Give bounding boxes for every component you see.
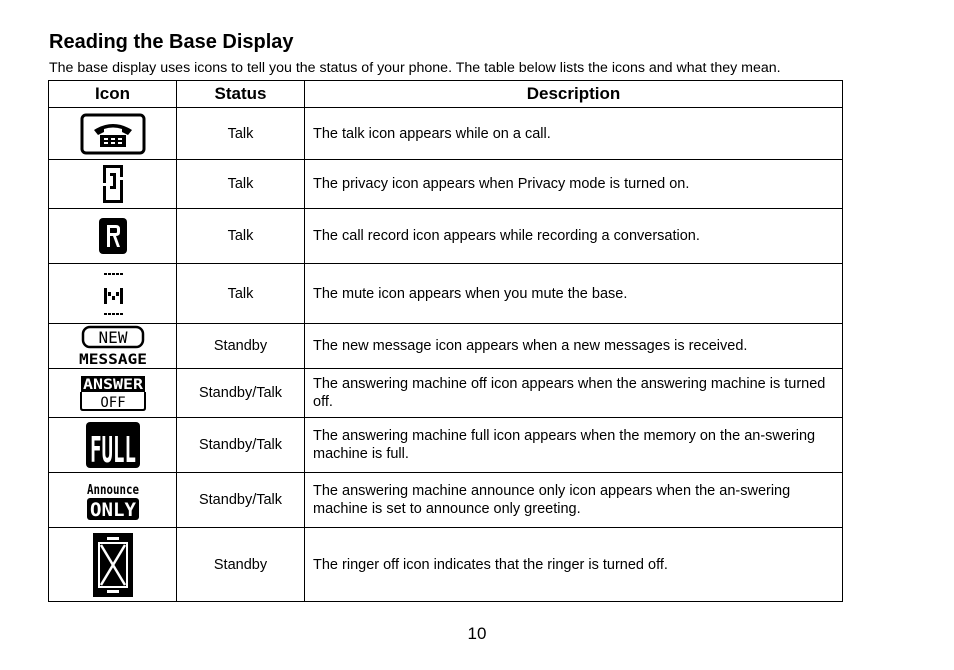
only-icon-label: ONLY: [89, 499, 137, 521]
off-icon-label: OFF: [99, 395, 126, 411]
table-row: [49, 160, 843, 209]
icon-cell: [49, 324, 177, 369]
status-cell: Standby/Talk: [177, 473, 305, 528]
icon-cell: [49, 209, 177, 264]
answer-icon-label: ANSWER: [82, 377, 144, 393]
new-message-icon: [77, 325, 149, 367]
new-message-icon-sublabel: MESSAGE: [78, 352, 147, 368]
status-cell: Standby: [177, 528, 305, 602]
status-cell: Talk: [177, 108, 305, 160]
icon-cell: [49, 264, 177, 324]
table-row: [49, 264, 843, 324]
table-row: [49, 108, 843, 160]
status-cell: Talk: [177, 264, 305, 324]
description-cell: The new message icon appears when a new messages is received.: [305, 324, 843, 369]
status-cell: Talk: [177, 160, 305, 209]
status-cell: Standby: [177, 324, 305, 369]
table-row: [49, 528, 843, 602]
call-record-icon: [99, 218, 127, 254]
description-cell: The privacy icon appears when Privacy mode is turned on.: [305, 160, 843, 209]
announce-icon-label: Announce: [86, 483, 139, 498]
answering-machine-full-icon: [86, 422, 140, 471]
status-cell: Standby/Talk: [177, 369, 305, 418]
column-header-description: Description: [305, 81, 843, 108]
description-cell: The talk icon appears while on a call.: [305, 108, 843, 160]
description-cell: The answering machine announce only icon appears when the an-swering machine is set to announce only greeting.: [305, 473, 843, 528]
table-header-row: [49, 81, 843, 108]
icon-cell: [49, 418, 177, 473]
icon-cell: [49, 528, 177, 602]
privacy-icon: [101, 163, 125, 205]
announce-only-icon: [85, 478, 141, 522]
mute-icon: [101, 271, 125, 317]
icon-cell: [49, 369, 177, 418]
answering-machine-off-icon: [79, 374, 147, 412]
table-row: [49, 418, 843, 473]
table-row: [49, 324, 843, 369]
description-cell: The call record icon appears while recording a conversation.: [305, 209, 843, 264]
icon-cell: [49, 160, 177, 209]
status-cell: Standby/Talk: [177, 418, 305, 473]
talk-icon: [80, 113, 146, 155]
column-header-status: Status: [177, 81, 305, 108]
description-cell: The answering machine full icon appears when the memory on the an-swering machine is full.: [305, 418, 843, 473]
page-number: 10: [467, 624, 487, 643]
ringer-off-icon: [93, 533, 133, 597]
intro-text: The base display uses icons to tell you the status of your phone. The table below lists the icons and what they mean.: [49, 60, 781, 76]
icon-table: [48, 80, 843, 602]
description-cell: The ringer off icon indicates that the ringer is turned off.: [305, 528, 843, 602]
table-row: [49, 369, 843, 418]
icon-cell: [49, 473, 177, 528]
status-cell: Talk: [177, 209, 305, 264]
table-row: [49, 209, 843, 264]
description-cell: The mute icon appears when you mute the base.: [305, 264, 843, 324]
new-message-icon-label: NEW: [98, 328, 127, 347]
full-icon-label: FULL: [89, 430, 136, 471]
table-row: [49, 473, 843, 528]
description-cell: The answering machine off icon appears when the answering machine is turned off.: [305, 369, 843, 418]
column-header-icon: Icon: [49, 81, 177, 108]
page-title: Reading the Base Display: [49, 31, 294, 53]
icon-cell: [49, 108, 177, 160]
